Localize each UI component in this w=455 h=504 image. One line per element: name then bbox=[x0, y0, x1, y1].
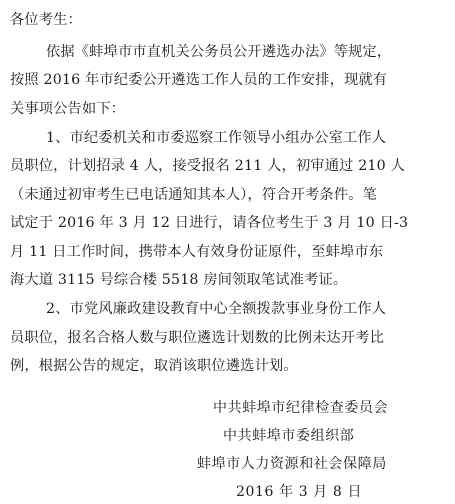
item2-line-2: 员职位，报名合格人数与职位遴选计划数的比例未达开考比 bbox=[10, 330, 385, 346]
item1-line-5: 月 11 日工作时间，携带本人有效身份证原件，至蚌埠市东 bbox=[10, 244, 384, 260]
item1-line-1: 1、市纪委机关和市委巡察工作领导小组办公室工作人 bbox=[46, 130, 387, 146]
intro-line-3: 关事项公告如下： bbox=[10, 101, 126, 117]
item1-line-6: 海大道 3115 号综合楼 5518 房间领取笔试准考证。 bbox=[10, 272, 348, 288]
signature-discipline-commission: 中共蚌埠市纪律检查委员会 bbox=[213, 400, 389, 416]
announcement-date: 2016 年 3 月 8 日 bbox=[236, 484, 363, 500]
salutation: 各位考生： bbox=[10, 12, 82, 28]
signature-organization-department: 中共蚌埠市委组织部 bbox=[223, 428, 355, 444]
item1-line-3: （未通过初审考生已电话通知其本人），符合开考条件。笔 bbox=[10, 187, 377, 203]
item2-line-3: 例，根据公告的规定，取消该职位遴选计划。 bbox=[10, 358, 298, 374]
item2-line-1: 2、市党风廉政建设教育中心全额拨款事业身份工作人 bbox=[46, 301, 387, 317]
signature-human-resources-bureau: 蚌埠市人力资源和社会保障局 bbox=[197, 456, 387, 472]
intro-line-2: 按照 2016 年市纪委公开遴选工作人员的工作安排，现就有 bbox=[10, 72, 388, 88]
item1-line-4: 试定于 2016 年 3 月 12 日进行，请各位考生于 3 月 10 日-3 bbox=[10, 215, 409, 231]
intro-line-1: 依据《蚌埠市市直机关公务员公开遴选办法》等规定， bbox=[46, 44, 392, 60]
item1-line-2: 员职位，计划招录 4 人，接受报名 211 人，初审通过 210 人 bbox=[10, 158, 405, 174]
